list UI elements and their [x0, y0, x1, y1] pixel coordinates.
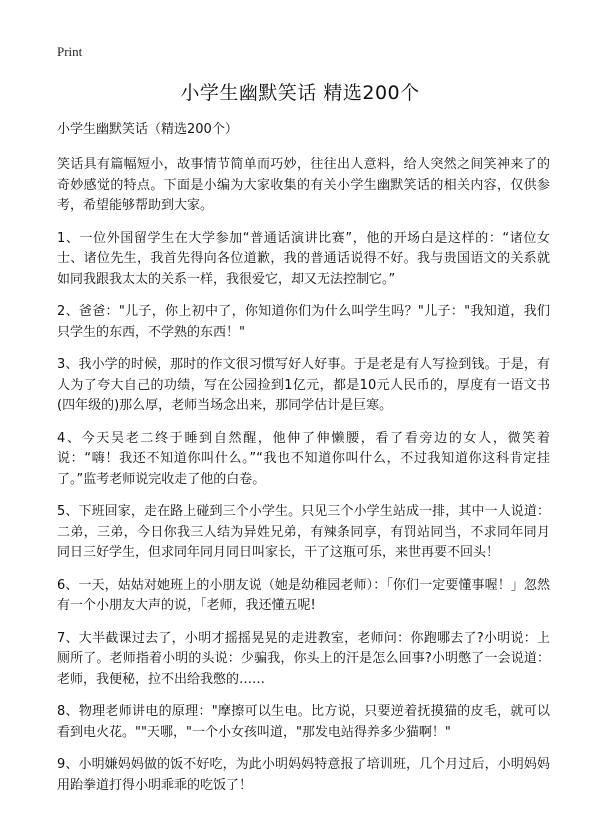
joke-paragraph-6: 6、一天，姑姑对她班上的小朋友说（她是幼稚园老师）：「你们一定要懂事喔！」忽然有一个小朋友大声的说，「老师，我还懂五呢!: [57, 577, 550, 613]
joke-paragraph-5: 5、下班回家，走在路上碰到三个小学生。只见三个小学生站成一排，其中一人说道：二弟，三弟，今日你我三人结为异姓兄弟，有辣条同享，有罚站同当，不求同年同月同日三好学生，但求同年同月同日叫家长，干了这瓶可乐，来世再要不回头！: [57, 504, 550, 560]
page-title: 小学生幽默笑话 精选200个: [180, 82, 420, 104]
joke-paragraph-3: 3、我小学的时候，那时的作文很习惯写好人好事。于是老是有人写捡到钱。于是，有人为了夸大自己的功绩，写在公园捡到1亿元，都是10元人民币的，厚度有一语文书(四年级的)那么厚，老师当场念出来，那同学估计是巨寒。: [57, 357, 550, 413]
joke-paragraph-4: 4、今天吴老二终于睡到自然醒，他伸了伸懒腰，看了看旁边的女人，微笑着说：“嗨！我还不知道你叫什么。”“我也不知道你叫什么，不过我知道你这科肯定挂了。”监考老师说完收走了他的白卷。: [57, 430, 550, 487]
article-subtitle: 小学生幽默笑话（精选200个）: [57, 122, 238, 137]
joke-paragraph-1: 1、一位外国留学生在大学参加“普通话演讲比赛”，他的开场白是这样的：“诸位女士、诸位先生，我首先得向各位道歉，我的普通话说得不好。我与贵国语文的关系就如同我跟我太太的关系一样，我很爱它，却又无法控制它。”: [57, 230, 550, 287]
article-body: [57, 121, 550, 808]
joke-paragraph-8: 8、物理老师讲电的原理："摩擦可以生电。比方说，只要逆着抚摸猫的皮毛，就可以看到电火花。""天哪，"一个小女孩叫道，"那发电站得养多少猫啊！": [57, 704, 550, 740]
joke-paragraph-7: 7、大半截课过去了，小明才摇摇晃晃的走进教室，老师问：你跑哪去了?小明说：上厕所了。老师指着小明的头说：少骗我，你头上的汗是怎么回事?小明憋了一会说道：老师，我便秘，拉不出给我憋的……: [57, 630, 550, 687]
intro-paragraph: 笑话具有篇幅短小，故事情节简单而巧妙，往往出人意料，给人突然之间笑神来了的奇妙感觉的特点。下面是小编为大家收集的有关小学生幽默笑话的相关内容，仅供参考，希望能够帮助到大家。: [57, 157, 550, 213]
joke-paragraph-9: 9、小明嫌妈妈做的饭不好吃，为此小明妈妈特意报了培训班，几个月过后，小明妈妈用跆拳道打得小明乖乖的吃饭了！: [57, 757, 550, 793]
joke-paragraph-2: 2、爸爸："儿子，你上初中了，你知道你们为什么叫学生吗？"儿子："我知道，我们只学生的东西，不学熟的东西！": [57, 304, 550, 340]
print-link[interactable]: Print: [57, 44, 83, 59]
